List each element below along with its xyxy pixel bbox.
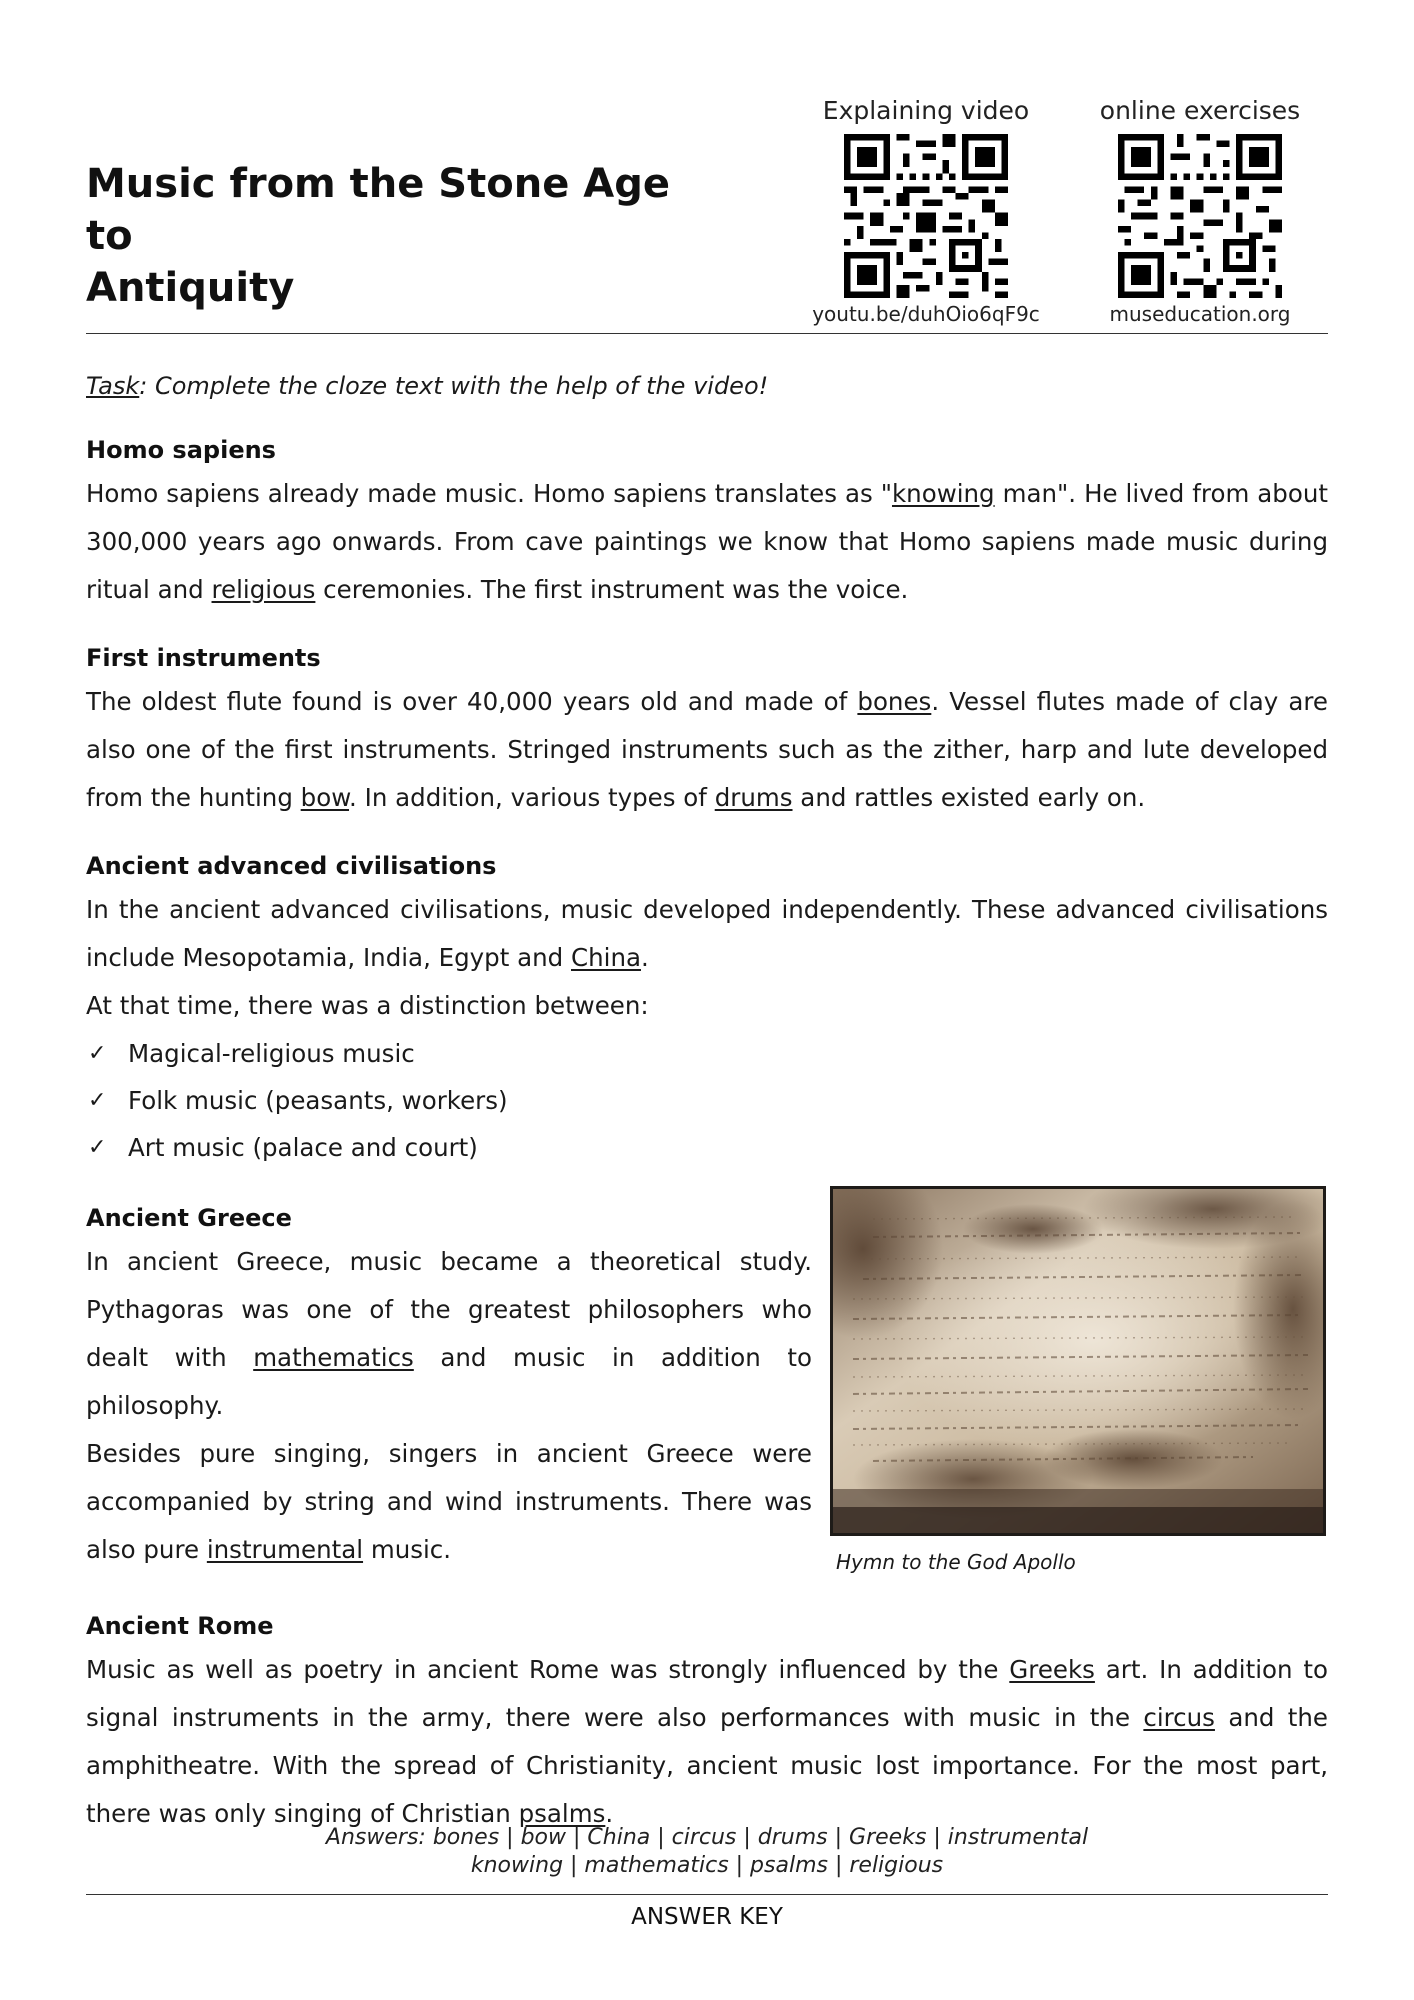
distinction-line: At that time, there was a distinction between: — [86, 991, 649, 1020]
text-run: In ancient Greece, music became a theoretical study. Pythagoras was one of the greatest philosophers who dealt with — [86, 1247, 812, 1372]
checkmark-icon: ✓ — [88, 1041, 107, 1066]
text-run: Besides pure singing, singers in ancient Greece were accompanied by string and wind instruments. There was also pure — [86, 1439, 812, 1564]
task-text: : Complete the cloze text with the help of the video! — [139, 372, 769, 400]
cloze-answer: religious — [211, 575, 316, 604]
list-item-label: Magical-religious music — [128, 1039, 415, 1068]
video-qr-block — [786, 96, 1066, 326]
cloze-answer: knowing — [891, 479, 995, 508]
text-run: ceremonies. The first instrument was the voice. — [315, 575, 909, 604]
text-run: and music in addition to philosophy. — [86, 1343, 812, 1420]
worksheet-page — [86, 0, 1328, 2000]
text-run: . Vessel flutes made of clay are also one of the first instruments. Stringed instruments such as the zither, harp and lute developed from the hunting — [86, 687, 1328, 812]
list-item — [86, 1124, 1328, 1171]
greece-text-column — [86, 1238, 812, 1574]
list-item-label: Folk music (peasants, workers) — [128, 1086, 508, 1115]
exercises-qr-code-icon[interactable] — [1118, 134, 1282, 298]
section-homo-sapiens — [86, 430, 1328, 614]
section-heading: First instruments — [86, 644, 321, 672]
hymn-stone-image — [830, 1186, 1326, 1536]
text-run: Music as well as poetry in ancient Rome was strongly influenced by the — [86, 1655, 1010, 1684]
text-run: music. — [363, 1535, 452, 1564]
text-run: Homo sapiens already made music. Homo sapiens translates as " — [86, 479, 892, 508]
section-paragraph — [86, 1646, 1328, 1838]
hymn-figure — [830, 1186, 1328, 1574]
exercises-qr-block — [1070, 96, 1330, 326]
cloze-answer: Greeks — [1009, 1655, 1095, 1684]
cloze-answer: China — [571, 943, 641, 972]
section-first-instruments — [86, 638, 1328, 822]
text-run: and rattles existed early on. — [792, 783, 1146, 812]
text-run: and the amphitheatre. With the spread of Christianity, ancient music lost importance. For the most part, there was only singing of Christian — [86, 1703, 1328, 1828]
video-url[interactable]: youtu.be/duhOio6qF9c — [812, 302, 1040, 326]
section-heading: Ancient Greece — [86, 1204, 292, 1232]
answers-line-2: knowing | mathematics | psalms | religious — [470, 1853, 944, 1878]
checkmark-icon: ✓ — [88, 1088, 107, 1113]
section-ancient-civilisations — [86, 846, 1328, 1171]
text-run: art. In addition to signal instruments in the army, there were also performances with music in the — [86, 1655, 1328, 1732]
cloze-answer: drums — [714, 783, 793, 812]
section-ancient-rome — [86, 1606, 1328, 1838]
answer-key-label: ANSWER KEY — [631, 1904, 783, 1930]
section-paragraph — [86, 1430, 812, 1574]
exercises-qr-caption: online exercises — [1099, 96, 1301, 125]
text-run: man". He lived from about 300,000 years ago onwards. From cave paintings we know that Homo sapiens made music during ritual and — [86, 479, 1328, 604]
inscribed-stone-picture — [833, 1189, 1323, 1533]
text-run: In the ancient advanced civilisations, music developed independently. These advanced civilisations include Mesopotamia, India, Egypt and — [86, 895, 1328, 972]
video-qr-caption: Explaining video — [822, 96, 1030, 125]
list-item-label: Art music (palace and court) — [128, 1133, 478, 1162]
cloze-answer: instrumental — [206, 1535, 364, 1564]
cloze-answer: bow — [300, 783, 350, 812]
video-qr-code-icon[interactable] — [844, 134, 1008, 298]
image-caption: Hymn to the God Apollo — [836, 1550, 1076, 1574]
section-heading: Ancient Rome — [86, 1612, 274, 1640]
section-paragraph — [86, 470, 1328, 614]
cloze-answer: circus — [1143, 1703, 1215, 1732]
section-heading: Homo sapiens — [86, 436, 276, 464]
list-item — [86, 1077, 1328, 1124]
text-run: . In addition, various types of — [349, 783, 715, 812]
checkmark-icon: ✓ — [88, 1135, 107, 1160]
text-run: The oldest flute found is over 40,000 years old and made of — [86, 687, 858, 716]
answers-list — [86, 1824, 1328, 1880]
title-line-2: Antiquity — [86, 265, 295, 311]
exercises-url[interactable]: museducation.org — [1109, 302, 1291, 326]
section-paragraph — [86, 678, 1328, 822]
title-line-1: Music from the Stone Age to — [86, 161, 670, 259]
list-item — [86, 1030, 1328, 1077]
answers-line-1: Answers: bones | bow | China | circus | drums | Greeks | instrumental — [325, 1825, 1089, 1850]
cloze-answer: mathematics — [253, 1343, 414, 1372]
page-title — [86, 158, 726, 314]
task-label: Task — [86, 372, 140, 400]
section-paragraph — [86, 886, 1328, 982]
cloze-answer: bones — [857, 687, 932, 716]
header-divider — [86, 333, 1328, 334]
music-types-list — [86, 1030, 1328, 1171]
text-run: . — [605, 1799, 614, 1828]
cloze-answer: psalms — [518, 1799, 606, 1828]
task-instruction — [86, 366, 768, 406]
footer-divider — [86, 1894, 1328, 1895]
section-paragraph — [86, 1238, 812, 1430]
text-run: . — [640, 943, 649, 972]
section-heading: Ancient advanced civilisations — [86, 852, 497, 880]
